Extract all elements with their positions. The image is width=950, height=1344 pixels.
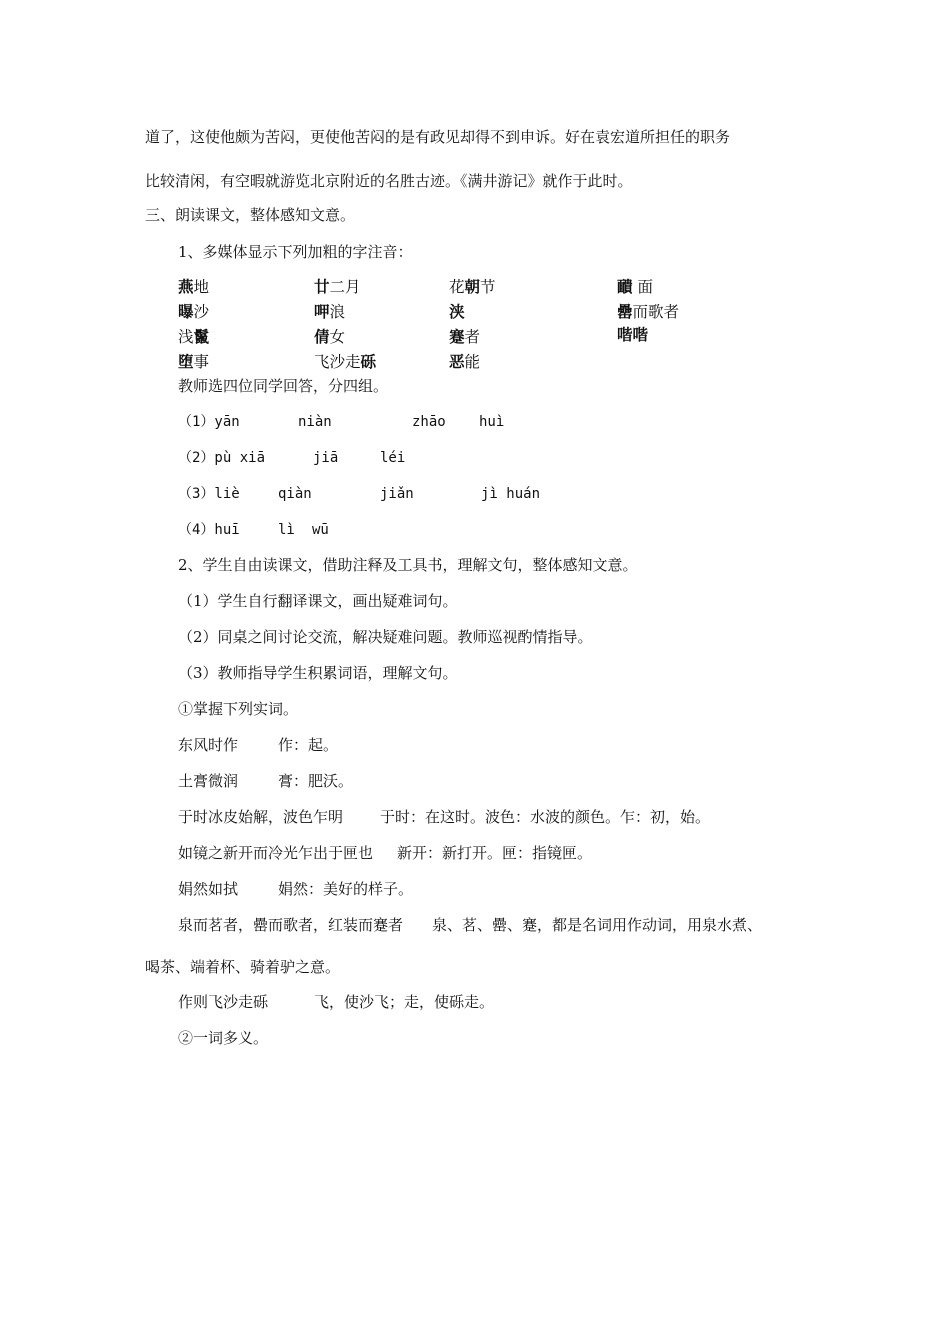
- vocab-phrase: 于时冰皮始解，波色乍明: [178, 808, 344, 826]
- grid-cell: [449, 351, 480, 373]
- section-heading: 三、朗读课文，整体感知文意。: [145, 206, 356, 224]
- char-suffix: 地: [193, 278, 210, 296]
- circled-item-2: ②一词多义。: [178, 1029, 269, 1047]
- sub-item-2: （2）同桌之间讨论交流，解决疑难问题。教师巡视酌情指导。: [178, 628, 593, 646]
- bold-char: 砾: [360, 353, 377, 371]
- grid-cell: [617, 276, 653, 298]
- pinyin-item: léi: [380, 450, 406, 466]
- bold-char: 靧: [617, 278, 633, 296]
- grid-cell: [314, 326, 345, 348]
- char-prefix: 浅: [178, 328, 194, 346]
- pinyin-item: jì huán: [481, 486, 541, 502]
- vocab-phrase: 娟然如拭: [178, 880, 239, 898]
- vocab-phrase: 泉而茗者，罍而歌者，红装而蹇者: [178, 916, 404, 934]
- char-suffix: 而歌者: [632, 303, 680, 321]
- vocab-phrase: 土膏微润: [178, 772, 239, 790]
- bold-char: 倩: [314, 328, 330, 346]
- intro-line-2: 比较清闲，有空暇就游览北京附近的名胜古迹。《满井游记》就作于此时。: [145, 172, 633, 190]
- bold-char: 堕: [178, 353, 194, 371]
- vocab-phrase: 如镜之新开而冷光乍出于匣也: [178, 844, 374, 862]
- vocab-gloss: 于时：在这时。波色：水波的颜色。乍：初，始。: [380, 808, 711, 826]
- bold-char: 廿: [314, 278, 330, 296]
- bold-char: 罍: [617, 303, 633, 321]
- pinyin-item: （2）pù xiā: [178, 450, 266, 466]
- bold-char: 喈喈: [617, 326, 649, 344]
- char-suffix: 女: [329, 328, 346, 346]
- bold-char: 蹇: [449, 328, 465, 346]
- char-suffix: 浪: [329, 303, 346, 321]
- bold-char: 浃: [449, 303, 465, 321]
- teacher-note: 教师选四位同学回答，分四组。: [178, 377, 389, 395]
- char-suffix: 能: [464, 353, 481, 371]
- char-suffix: 面: [632, 278, 653, 296]
- pinyin-item: huì: [479, 414, 505, 430]
- item-1: 1、多媒体显示下列加粗的字注音：: [178, 243, 413, 261]
- char-suffix: 节: [480, 278, 496, 296]
- vocab-gloss-continued: 喝茶、端着杯、骑着驴之意。: [145, 958, 341, 976]
- grid-cell: [314, 301, 345, 323]
- vocab-gloss: 新开：新打开。匣：指镜匣。: [397, 844, 593, 862]
- bold-char: 鬣: [193, 328, 210, 346]
- grid-cell: [449, 326, 480, 348]
- grid-cell: [314, 351, 376, 373]
- vocab-gloss: 膏：肥沃。: [278, 772, 354, 790]
- circled-item-1: ①掌握下列实词。: [178, 700, 299, 718]
- char-suffix: 者: [464, 328, 481, 346]
- intro-line-1: 道了，这使他颇为苦闷，更使他苦闷的是有政见却得不到申诉。好在袁宏道所担任的职务: [145, 128, 731, 146]
- pinyin-item: jiā: [313, 450, 339, 466]
- grid-cell: [178, 301, 209, 323]
- vocab-phrase: 作则飞沙走砾: [178, 993, 269, 1011]
- pinyin-item: jiǎn: [380, 486, 414, 502]
- vocab-gloss: 作：起。: [278, 736, 339, 754]
- sub-item-1: （1）学生自行翻译课文，画出疑难词句。: [178, 592, 458, 610]
- pinyin-item: qiàn: [278, 486, 312, 502]
- pinyin-item: niàn: [298, 414, 332, 430]
- pinyin-item: （3）liè: [178, 486, 240, 502]
- bold-char: 燕: [178, 278, 194, 296]
- grid-cell: [178, 326, 209, 348]
- grid-cell: [178, 276, 209, 298]
- vocab-gloss: 泉、茗、罍、蹇，都是名词用作动词，用泉水煮、: [432, 916, 763, 934]
- pinyin-item: wū: [312, 522, 329, 538]
- char-suffix: 二月: [329, 278, 361, 296]
- vocab-phrase: 东风时作: [178, 736, 239, 754]
- bold-char: 曝: [178, 303, 194, 321]
- bold-char: 呷: [314, 303, 330, 321]
- sub-item-3: （3）教师指导学生积累词语，理解文句。: [178, 664, 458, 682]
- pinyin-item: （1）yān: [178, 414, 240, 430]
- grid-cell: [617, 324, 648, 346]
- char-suffix: 事: [193, 353, 210, 371]
- vocab-gloss: 飞，使沙飞；走，使砾走。: [314, 993, 495, 1011]
- grid-cell: [314, 276, 361, 298]
- char-prefix: 飞沙走: [314, 353, 361, 371]
- grid-cell: [178, 351, 209, 373]
- grid-cell: [449, 301, 465, 323]
- bold-char: 恶: [449, 353, 465, 371]
- item-2: 2、学生自由读课文，借助注释及工具书，理解文句，整体感知文意。: [178, 556, 638, 574]
- char-suffix: 沙: [193, 303, 210, 321]
- grid-cell: [449, 276, 496, 298]
- pinyin-item: lì: [278, 522, 295, 538]
- bold-char: 朝: [464, 278, 481, 296]
- pinyin-item: zhāo: [412, 414, 446, 430]
- vocab-gloss: 娟然：美好的样子。: [278, 880, 414, 898]
- grid-cell: [617, 301, 679, 323]
- char-prefix: 花: [449, 278, 465, 296]
- pinyin-item: （4）huī: [178, 522, 240, 538]
